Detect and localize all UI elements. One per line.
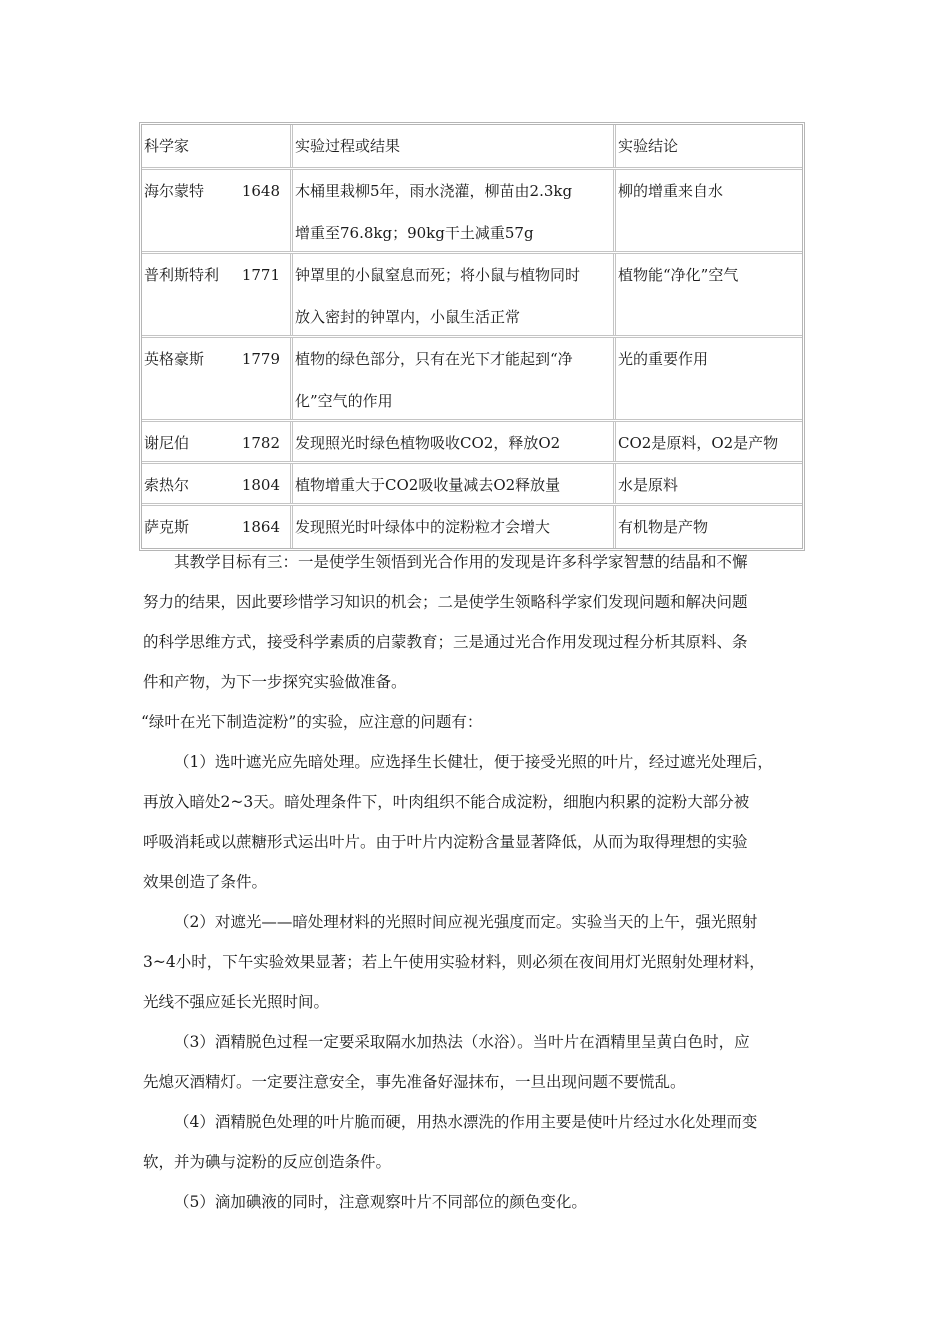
scientist-year: 1782 (241, 434, 280, 452)
text-line: （5）滴加碘液的同时，注意观察叶片不同部位的颜色变化。 (174, 1193, 587, 1211)
scientist-name: 英格豪斯 (144, 350, 205, 368)
process-line: 植物增重大于CO2吸收量减去O2释放量 (295, 476, 561, 494)
process-line: 增重至76.8kg；90kg干土减重57g (295, 224, 534, 242)
text-line: 件和产物，为下一步探究实验做准备。 (143, 673, 407, 691)
process-cell (293, 422, 616, 461)
scientist-cell (142, 254, 293, 335)
text-line: “绿叶在光下制造淀粉”的实验，应注意的问题有： (141, 713, 483, 731)
scientist-cell (142, 170, 293, 251)
text-line: （3）酒精脱色过程一定要采取隔水加热法（水浴）。当叶片在酒精里呈黄白色时，应 (174, 1033, 750, 1051)
text-line: （4）酒精脱色处理的叶片脆而硬，用热水漂洗的作用主要是使叶片经过水化处理而变 (174, 1113, 758, 1131)
paragraph-teaching-goals (143, 542, 811, 702)
scientist-cell (142, 422, 293, 461)
scientist-cell (142, 338, 293, 419)
text-line: 先熄灭酒精灯。一定要注意安全，事先准备好湿抹布，一旦出现问题不要慌乱。 (143, 1073, 686, 1091)
conclusion-cell: 植物能“净化”空气 (618, 266, 739, 284)
conclusion-cell: CO2是原料，O2是产物 (618, 434, 779, 452)
header-process-label: 实验过程或结果 (295, 137, 401, 155)
scientist-name: 普利斯特利 (144, 266, 220, 284)
text-line: （2）对遮光——暗处理材料的光照时间应视光强度而定。实验当天的上午，强光照射 (174, 913, 758, 931)
paragraph-item-2 (143, 902, 811, 1022)
scientist-cell (142, 464, 293, 503)
process-cell (293, 464, 616, 503)
paragraph-heading (143, 702, 811, 742)
process-line: 发现照光时叶绿体中的淀粉粒才会增大 (295, 518, 551, 536)
text-line: 其教学目标有三：一是使学生领悟到光合作用的发现是许多科学家智慧的结晶和不懈 (174, 553, 748, 571)
header-conclusion (616, 125, 802, 167)
conclusion-cell: 有机物是产物 (618, 518, 709, 536)
process-cell (293, 338, 616, 419)
table-header-row (142, 125, 802, 170)
text-line: 软，并为碘与淀粉的反应创造条件。 (143, 1153, 392, 1171)
header-scientist-label: 科学家 (144, 137, 190, 155)
scientist-year: 1648 (241, 182, 280, 200)
process-cell (293, 170, 616, 251)
text-line: 再放入暗处2~3天。暗处理条件下，叶肉组织不能合成淀粉，细胞内积累的淀粉大部分被 (143, 793, 750, 811)
scientist-name: 谢尼伯 (144, 434, 190, 452)
conclusion-cell: 柳的增重来自水 (618, 182, 724, 200)
process-line: 发现照光时绿色植物吸收CO2，释放O2 (295, 434, 561, 452)
text-line: （1）选叶遮光应先暗处理。应选择生长健壮，便于接受光照的叶片，经过遮光处理后， (174, 753, 773, 771)
process-line: 钟罩里的小鼠窒息而死；将小鼠与植物同时 (295, 266, 581, 284)
header-scientist (142, 125, 293, 167)
body-text (143, 542, 811, 1222)
scientist-year: 1804 (241, 476, 280, 494)
table-row (142, 170, 802, 254)
process-line: 放入密封的钟罩内，小鼠生活正常 (295, 308, 521, 326)
text-line: 光线不强应延长光照时间。 (143, 993, 330, 1011)
process-line: 植物的绿色部分，只有在光下才能起到“净 (295, 350, 573, 368)
table-row (142, 464, 802, 506)
header-process (293, 125, 616, 167)
table-row (142, 338, 802, 422)
table-row (142, 422, 802, 464)
text-line: 呼吸消耗或以蔗糖形式运出叶片。由于叶片内淀粉含量显著降低，从而为取得理想的实验 (143, 833, 748, 851)
scientist-name: 海尔蒙特 (144, 182, 205, 200)
text-line: 效果创造了条件。 (143, 873, 268, 891)
table-row (142, 254, 802, 338)
process-line: 化”空气的作用 (295, 392, 393, 410)
paragraph-item-1 (143, 742, 811, 902)
scientist-year: 1771 (241, 266, 280, 284)
paragraph-item-4 (143, 1102, 811, 1182)
conclusion-cell: 水是原料 (618, 476, 679, 494)
conclusion-cell: 光的重要作用 (618, 350, 709, 368)
process-cell (293, 254, 616, 335)
scientist-year: 1779 (241, 350, 280, 368)
scientist-name: 萨克斯 (144, 518, 190, 536)
process-line: 木桶里栽柳5年，雨水浇灌，柳苗由2.3kg (295, 182, 573, 200)
paragraph-item-5 (143, 1182, 811, 1222)
header-conclusion-label: 实验结论 (618, 137, 679, 155)
text-line: 的科学思维方式，接受科学素质的启蒙教育；三是通过光合作用发现过程分析其原料、条 (143, 633, 748, 651)
paragraph-item-3 (143, 1022, 811, 1102)
scientist-table (139, 122, 805, 551)
scientist-name: 索热尔 (144, 476, 190, 494)
scientist-year: 1864 (241, 518, 280, 536)
text-line: 努力的结果，因此要珍惜学习知识的机会；二是使学生领略科学家们发现问题和解决问题 (143, 593, 748, 611)
text-line: 3~4小时，下午实验效果显著；若上午使用实验材料，则必须在夜间用灯光照射处理材料， (143, 953, 765, 971)
